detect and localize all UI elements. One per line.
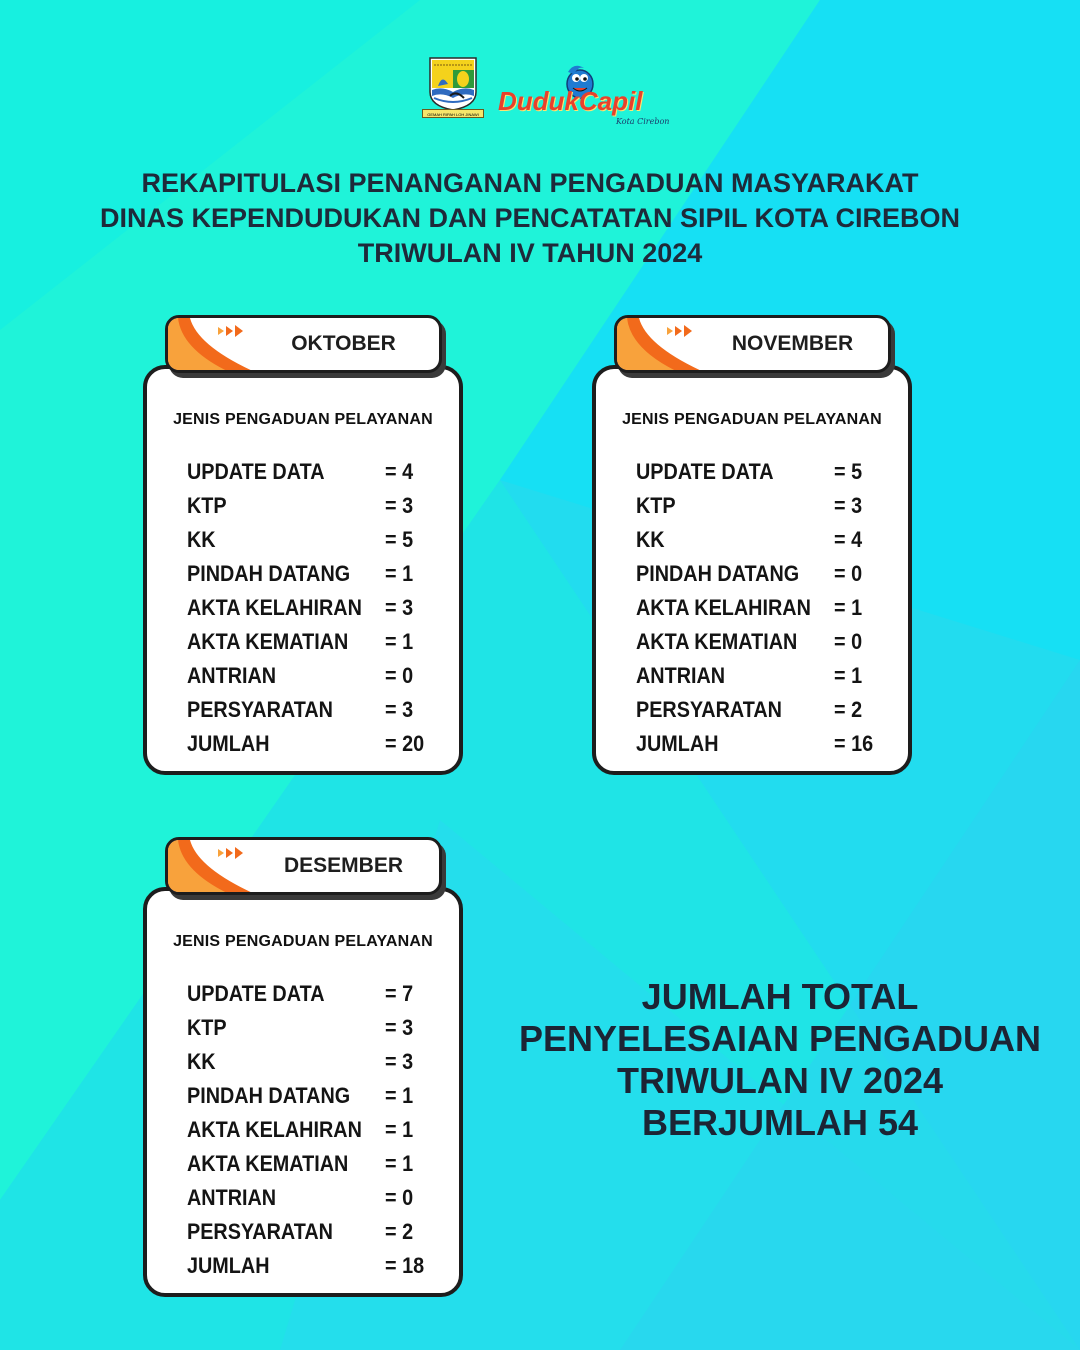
list-item [187,1011,467,1045]
item-label: ANTRIAN [187,1185,277,1210]
month-tab-oktober [165,315,442,373]
fast-forward-icon [216,324,250,338]
month-tab-desember [165,837,442,895]
list-item [636,659,916,693]
list-item [636,489,916,523]
list-item [187,977,467,1011]
fast-forward-icon [216,846,250,860]
list-item [636,523,916,557]
item-value: = 3 [385,1049,414,1074]
item-value: = 0 [385,1185,414,1210]
item-label: AKTA KEMATIAN [187,1151,349,1176]
list-item [636,693,916,727]
item-value: = 3 [385,1015,414,1040]
complaint-list [636,455,916,761]
fast-forward-icon [665,324,699,338]
list-item [187,455,467,489]
item-label: PINDAH DATANG [187,1083,351,1108]
item-label: AKTA KELAHIRAN [187,595,362,620]
item-label: KK [636,527,665,552]
item-value: = 1 [834,595,863,620]
item-label: KK [187,527,216,552]
item-value: = 0 [385,663,414,688]
item-value: = 3 [834,493,863,518]
item-value: = 0 [834,561,863,586]
item-label: PERSYARATAN [187,1219,333,1244]
item-value: = 5 [834,459,863,484]
card-oktober [143,365,463,775]
item-label: PINDAH DATANG [636,561,800,586]
month-label: DESEMBER [283,854,404,877]
item-label: UPDATE DATA [187,981,325,1006]
list-item [187,1147,467,1181]
title-line-1: REKAPITULASI PENANGANAN PENGADUAN MASYARAKAT [141,168,919,198]
title-line-2: DINAS KEPENDUDUKAN DAN PENCATATAN SIPIL KOTA CIREBON [99,203,961,233]
list-item [187,1045,467,1079]
title-line-3: TRIWULAN IV TAHUN 2024 [357,238,703,268]
list-item [636,455,916,489]
item-value: = 1 [385,561,414,586]
item-value: = 7 [385,981,414,1006]
item-label: UPDATE DATA [187,459,325,484]
item-label: KK [187,1049,216,1074]
item-label: AKTA KEMATIAN [636,629,798,654]
card-november [592,365,912,775]
month-label: OKTOBER [291,332,396,355]
item-label: PERSYARATAN [187,697,333,722]
item-value: = 3 [385,595,414,620]
crest-motto: GEMAH RIPAH LOH JINAWI [422,109,484,118]
list-item [636,625,916,659]
month-tab-november [614,315,891,373]
list-item [187,591,467,625]
item-value: = 5 [385,527,414,552]
card-desember [143,887,463,1297]
item-value: = 0 [834,629,863,654]
brand-name: DudukCapil [498,86,643,116]
card-subtitle: JENIS PENGADUAN PELAYANAN [622,411,882,428]
item-value: = 3 [385,697,414,722]
list-item [187,1215,467,1249]
item-value: = 16 [834,731,874,756]
brand-subtitle: Kota Cirebon [616,117,670,126]
item-label: AKTA KELAHIRAN [636,595,811,620]
card-subtitle: JENIS PENGADUAN PELAYANAN [173,411,433,428]
item-value: = 2 [385,1219,414,1244]
item-value: = 20 [385,731,425,756]
list-item [187,693,467,727]
complaint-list [187,455,467,761]
item-value: = 4 [834,527,863,552]
item-value: = 4 [385,459,414,484]
item-value: = 1 [385,1151,414,1176]
list-item [636,557,916,591]
item-label: PERSYARATAN [636,697,782,722]
item-label: KTP [187,1015,227,1040]
item-label: JUMLAH [187,1253,270,1278]
total-row [636,727,916,761]
list-item [187,1079,467,1113]
list-item [187,659,467,693]
item-value: = 2 [834,697,863,722]
list-item [187,557,467,591]
header-logos [420,56,670,126]
total-line-4: BERJUMLAH 54 [641,1102,919,1143]
month-label: NOVEMBER [731,332,854,355]
item-value: = 18 [385,1253,425,1278]
item-label: KTP [187,493,227,518]
list-item [187,489,467,523]
item-value: = 1 [385,1083,414,1108]
item-label: JUMLAH [187,731,270,756]
card-subtitle: JENIS PENGADUAN PELAYANAN [173,933,433,950]
item-value: = 1 [385,1117,414,1142]
item-label: ANTRIAN [187,663,277,688]
total-row [187,1249,467,1283]
item-value: = 1 [385,629,414,654]
dudukcapil-logo [498,76,670,126]
list-item [187,1181,467,1215]
item-label: AKTA KELAHIRAN [187,1117,362,1142]
item-label: PINDAH DATANG [187,561,351,586]
total-line-1: JUMLAH TOTAL [641,976,919,1017]
total-summary [500,976,1060,1144]
list-item [187,523,467,557]
item-label: ANTRIAN [636,663,726,688]
item-label: AKTA KEMATIAN [187,629,349,654]
item-value: = 1 [834,663,863,688]
list-item [187,1113,467,1147]
total-row [187,727,467,761]
page-title [0,166,1060,271]
complaint-list [187,977,467,1283]
total-line-3: TRIWULAN IV 2024 [616,1060,944,1101]
item-label: UPDATE DATA [636,459,774,484]
item-label: KTP [636,493,676,518]
total-line-2: PENYELESAIAN PENGADUAN [518,1018,1042,1059]
list-item [187,625,467,659]
item-value: = 3 [385,493,414,518]
list-item [636,591,916,625]
item-label: JUMLAH [636,731,719,756]
